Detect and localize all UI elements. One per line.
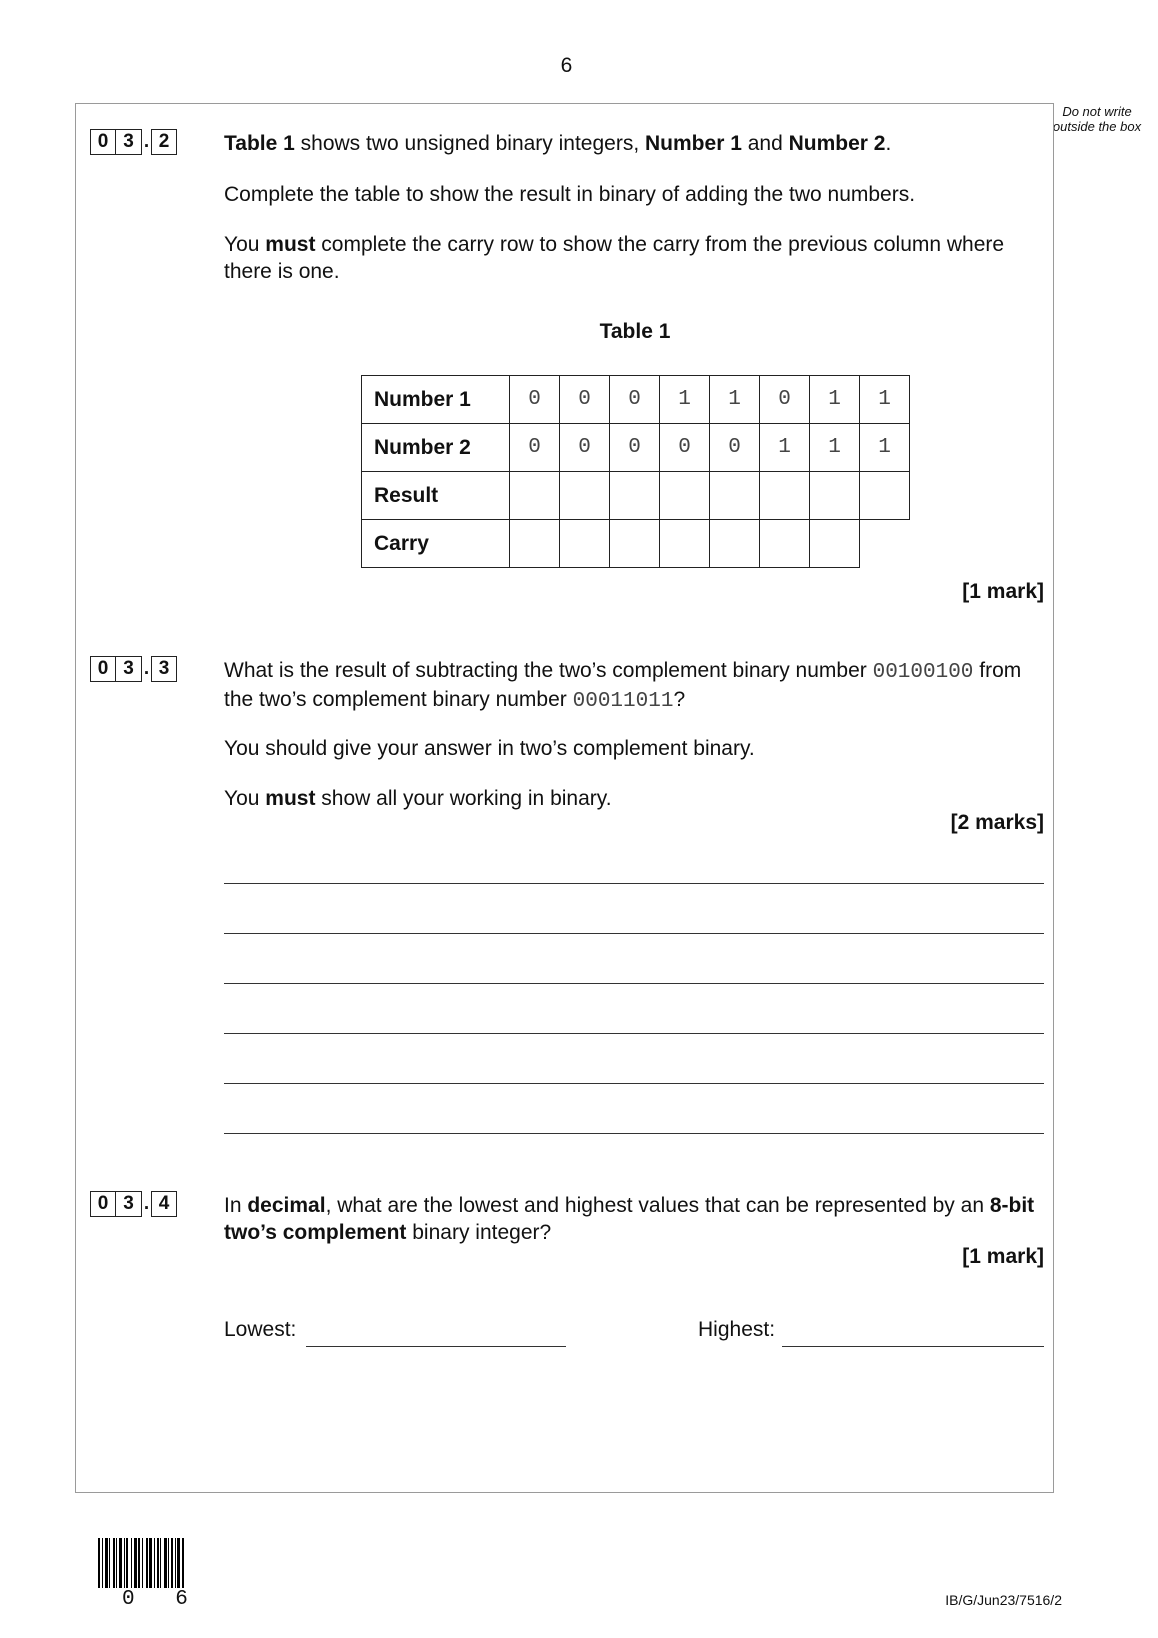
table-title: Table 1 [599,320,671,343]
qnum-dot: . [143,658,150,679]
question-number-03-4 [90,1191,177,1217]
bold-text: decimal [247,1194,326,1217]
answer-cell[interactable] [760,472,810,520]
question-number-03-2 [90,129,177,155]
empty-cell [860,520,910,568]
text-run: . [885,132,892,155]
table-row-number-2 [362,424,910,472]
bit-cell: 1 [760,424,810,472]
bold-text: 8-bit two’s complement [224,1194,1035,1244]
qnum-digit: 3 [116,129,142,155]
bit-cell: 0 [610,424,660,472]
answer-cell[interactable] [560,520,610,568]
answer-line[interactable] [224,1033,1044,1034]
text-run: binary integer? [406,1221,552,1244]
bit-cell: 0 [510,376,560,424]
table-row-carry [362,520,910,568]
answer-line[interactable] [224,1083,1044,1084]
text-run: , what are the lowest and highest values that can be represented by an [325,1194,990,1217]
answer-cell[interactable] [560,472,610,520]
qnum-digit: 3 [116,656,142,682]
table-row-number-1 [362,376,910,424]
q033-text-b: from the two’s complement binary number [224,659,1022,711]
bit-cell: 1 [810,424,860,472]
bit-cell: 0 [710,424,760,472]
text-run: In [224,1194,248,1217]
lowest-label: Lowest: [224,1318,297,1341]
q032-instruction: Complete the table to show the result in binary of adding the two numbers. [224,183,916,206]
answer-cell[interactable] [510,520,560,568]
answer-line[interactable] [224,933,1044,934]
bit-cell: 0 [510,424,560,472]
answer-cell[interactable] [710,472,760,520]
bold-text: Number 1 [645,132,742,155]
q033-text-c: ? [673,688,686,711]
barcode-number: 0 6 [122,1588,202,1611]
q033-binary-2: 00011011 [572,690,674,713]
q033-text-a: What is the result of subtracting the two’s complement binary number [224,659,873,682]
qnum-digit: 0 [90,1191,116,1217]
answer-cell[interactable] [810,472,860,520]
q033-binary-1: 00100100 [872,661,974,684]
text-run: You [224,787,266,810]
bold-text: Table 1 [224,132,295,155]
q033-working-instruction [224,785,1044,812]
qnum-dot: . [143,131,150,152]
bit-cell: 0 [560,376,610,424]
qnum-digit: 2 [151,129,177,155]
qnum-digit: 0 [90,129,116,155]
text-run: and [741,132,789,155]
page-number: 6 [560,54,573,77]
barcode [98,1538,184,1588]
bold-text: must [265,233,316,256]
answer-cell[interactable] [660,520,710,568]
answer-cell[interactable] [510,472,560,520]
q033-answer-format: You should give your answer in two’s complement binary. [224,737,755,760]
bold-text: Number 2 [788,132,886,155]
bold-text: must [265,787,316,810]
highest-label: Highest: [698,1318,776,1341]
answer-line[interactable] [224,883,1044,884]
bit-cell: 1 [860,424,910,472]
binary-addition-table [361,375,910,568]
qnum-digit: 3 [116,1191,142,1217]
row-label: Number 2 [362,424,510,472]
text-run: You [224,233,266,256]
row-label: Result [362,472,510,520]
paper-reference: IB/G/Jun23/7516/2 [945,1592,1062,1608]
bit-cell: 0 [760,376,810,424]
row-label: Carry [362,520,510,568]
answer-cell[interactable] [760,520,810,568]
bit-cell: 1 [660,376,710,424]
answer-line[interactable] [224,1133,1044,1134]
answer-cell[interactable] [860,472,910,520]
text-run: complete the carry row to show the carry from the previous column where there is one. [224,233,1005,283]
row-label: Number 1 [362,376,510,424]
q033-marks: [2 marks] [950,811,1044,834]
q034-question [224,1192,1044,1246]
margin-note: Do not write outside the box [1052,104,1142,134]
text-run: show all your working in binary. [315,787,612,810]
q032-carry-instruction [224,231,1044,285]
text-run: shows two unsigned binary integers, [294,132,646,155]
q032-intro [224,130,1044,157]
bit-cell: 0 [660,424,710,472]
bit-cell: 0 [560,424,610,472]
bit-cell: 1 [860,376,910,424]
table-row-result [362,472,910,520]
qnum-digit: 0 [90,656,116,682]
answer-cell[interactable] [810,520,860,568]
answer-cell[interactable] [610,472,660,520]
qnum-digit: 3 [151,656,177,682]
answer-cell[interactable] [660,472,710,520]
q034-marks: [1 mark] [962,1245,1044,1268]
highest-answer-line[interactable] [782,1346,1044,1347]
answer-cell[interactable] [610,520,660,568]
qnum-dot: . [143,1193,150,1214]
q033-question [224,657,1044,715]
answer-line[interactable] [224,983,1044,984]
bit-cell: 1 [810,376,860,424]
qnum-digit: 4 [151,1191,177,1217]
answer-cell[interactable] [710,520,760,568]
bit-cell: 0 [610,376,660,424]
question-number-03-3 [90,656,177,682]
bit-cell: 1 [710,376,760,424]
lowest-answer-line[interactable] [306,1346,566,1347]
q032-marks: [1 mark] [962,580,1044,603]
